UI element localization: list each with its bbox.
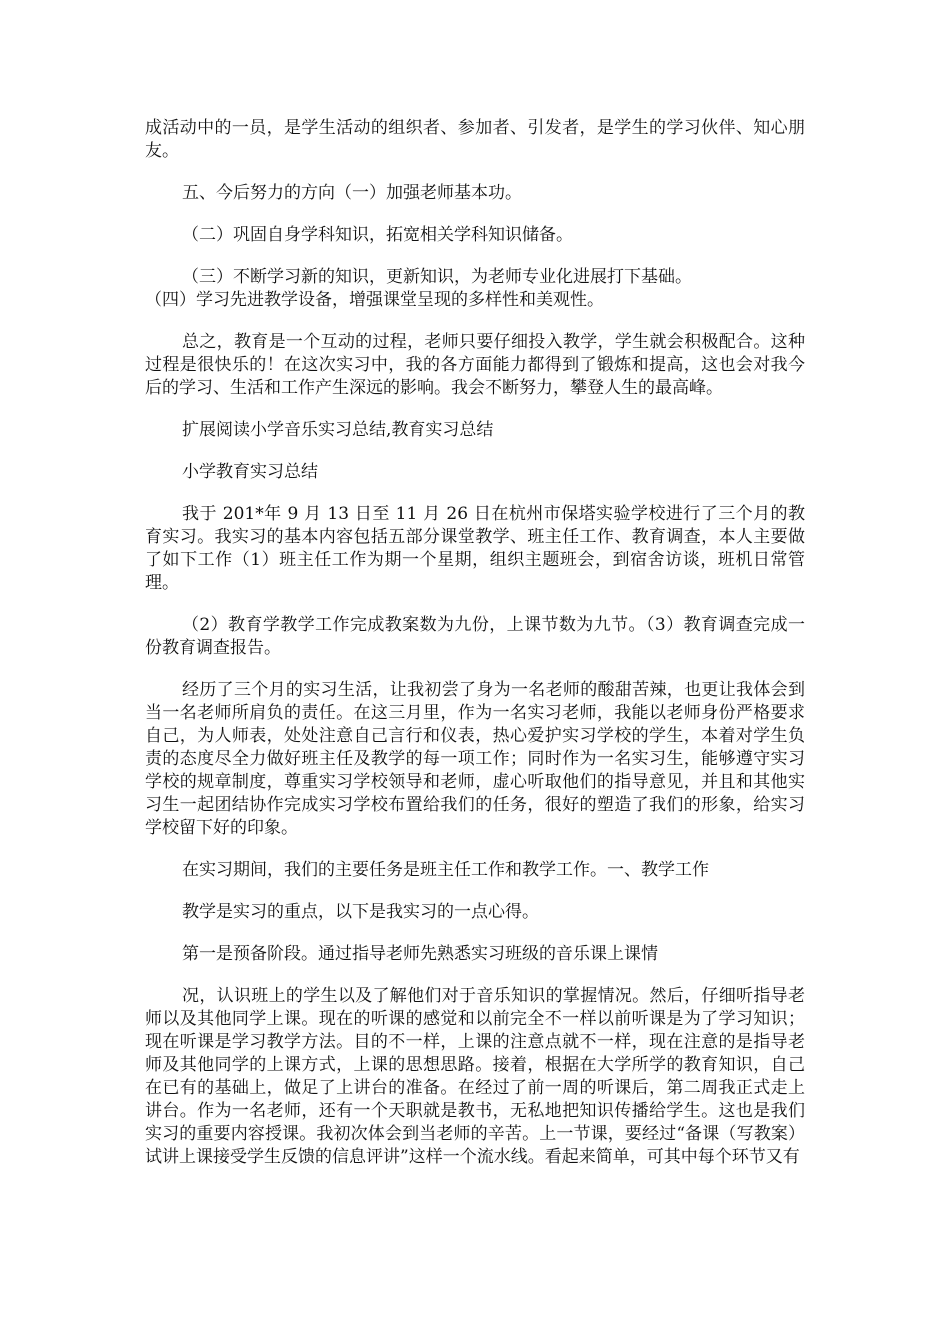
- paragraph-extended-reading: 扩展阅读小学音乐实习总结,教育实习总结: [182, 420, 494, 440]
- paragraph-teaching-work: （2）教育学教学工作完成教案数为九份，上课节数为九节。（3）教育调查完成一份教育调查报告。: [145, 615, 805, 658]
- section-title: 小学教育实习总结: [182, 462, 318, 482]
- document-body: [145, 117, 805, 1188]
- paragraph-item-4: （四）学习先进教学设备，增强课堂呈现的多样性和美观性。: [145, 290, 604, 310]
- paragraph-continuation: 成活动中的一员，是学生活动的组织者、参加者、引发者，是学生的学习伙伴、知心朋友。: [145, 118, 805, 161]
- paragraph-preparation: 第一是预备阶段。通过指导老师先熟悉实习班级的音乐课上课情: [182, 944, 658, 964]
- paragraph-teaching-focus: 教学是实习的重点，以下是我实习的一点心得。: [182, 902, 539, 922]
- paragraph-item-2: （二）巩固自身学科知识，拓宽相关学科知识储备。: [182, 225, 573, 245]
- paragraph-details: 况，认识班上的学生以及了解他们对于音乐知识的掌握情况。然后，仔细听指导老师以及其他同学上课。现在的听课的感觉和以前完全不一样以前听课是为了学习知识；现在听课是学习教学方法。目的不一样，上课的注意点就不一样，现在注意的是指导老师及其他同学的上课方式，上课的思想思路。接着，根据在大学所学的教育知识，自己在已有的基础上，做足了上讲台的准备。在经过了前一周的听课后，第二周我正式走上讲台。作为一名老师，还有一个天职就是教书，无私地把知识传播给学生。这也是我们实习的重要内容授课。我初次体会到当老师的辛苦。上一节课，要经过“备课（写教案）试讲上课接受学生反馈的信息评讲”这样一个流水线。看起来简单，可其中每个环节又有: [145, 986, 805, 1167]
- paragraph-summary: 总之，教育是一个互动的过程，老师只要仔细投入教学，学生就会积极配合。这种过程是很快乐的！在这次实习中，我的各方面能力都得到了锻炼和提高，这也会对我今后的学习、生活和工作产生深远的影响。我会不断努力，攀登人生的最高峰。: [145, 332, 805, 398]
- paragraph-experience: 经历了三个月的实习生活，让我初尝了身为一名老师的酸甜苦辣，也更让我体会到当一名老师所肩负的责任。在这三月里，作为一名实习老师，我能以老师身份严格要求自己，为人师表，处处注意自己言行和仪表，热心爱护实习学校的学生，本着对学生负责的态度尽全力做好班主任及教学的每一项工作；同时作为一名实习生，能够遵守实习学校的规章制度，尊重实习学校领导和老师，虚心听取他们的指导意见，并且和其他实习生一起团结协作完成实习学校布置给我们的任务，很好的塑造了我们的形象，给实习学校留下好的印象。: [145, 680, 805, 838]
- paragraph-main-tasks: 在实习期间，我们的主要任务是班主任工作和教学工作。一、教学工作: [182, 860, 709, 880]
- paragraph-item-3: （三）不断学习新的知识，更新知识，为老师专业化进展打下基础。: [182, 267, 692, 287]
- paragraph-internship-intro: 我于 201*年 9 月 13 日至 11 月 26 日在杭州市保塔实验学校进行了三个月的教育实习。我实习的基本内容包括五部分课堂教学、班主任工作、教育调查，本人主要做了如下工作（1）班主任工作为期一个星期，组织主题班会，到宿舍访谈，班机日常管理。: [145, 504, 805, 593]
- paragraph-future-direction: 五、今后努力的方向（一）加强老师基本功。: [182, 183, 522, 203]
